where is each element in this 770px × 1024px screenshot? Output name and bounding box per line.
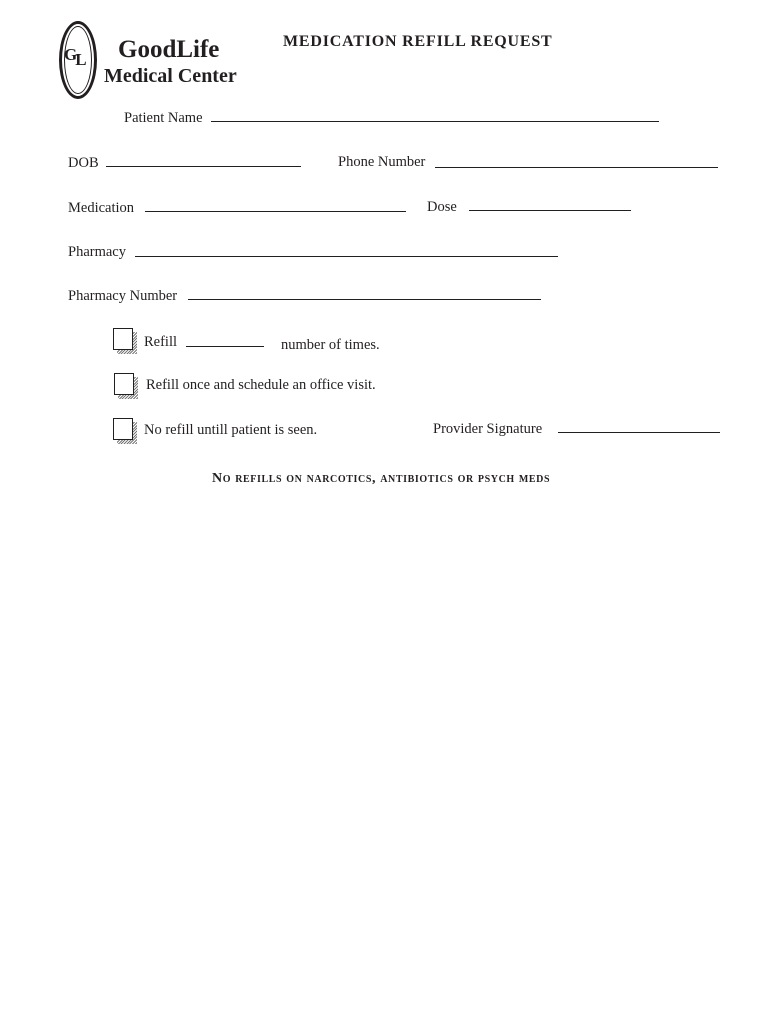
phone-number-field[interactable] (435, 167, 718, 168)
refill-checkbox[interactable] (113, 328, 133, 350)
form-title: MEDICATION REFILL REQUEST (283, 33, 553, 50)
pharmacy-number-label: Pharmacy Number (68, 288, 178, 304)
refill-times-field[interactable] (186, 346, 264, 347)
dose-label: Dose (427, 199, 457, 215)
medication-field[interactable] (145, 211, 406, 212)
provider-signature-field[interactable] (558, 432, 720, 433)
no-refill-checkbox[interactable] (113, 418, 133, 440)
no-refill-label: No refill untill patient is seen. (144, 422, 318, 438)
refill-once-label: Refill once and schedule an office visit. (146, 377, 376, 393)
pharmacy-field[interactable] (135, 256, 558, 257)
pharmacy-number-field[interactable] (188, 299, 541, 300)
dose-field[interactable] (469, 210, 631, 211)
refill-times-label: number of times. (281, 337, 380, 353)
dob-label: DOB (68, 155, 99, 171)
medication-label: Medication (68, 200, 135, 216)
logo-initials: GL (64, 45, 85, 69)
no-refills-note: No refills on narcotics, antibiotics or psych meds (212, 471, 551, 486)
brand-subtitle: Medical Center (104, 65, 237, 87)
patient-name-field[interactable] (211, 121, 659, 122)
brand-name: GoodLife (118, 36, 220, 63)
refill-once-checkbox[interactable] (114, 373, 134, 395)
refill-label: Refill (144, 334, 178, 350)
provider-signature-label: Provider Signature (433, 421, 543, 437)
dob-field[interactable] (106, 166, 301, 167)
patient-name-label: Patient Name (124, 110, 203, 126)
pharmacy-label: Pharmacy (68, 244, 126, 260)
phone-number-label: Phone Number (338, 154, 426, 170)
